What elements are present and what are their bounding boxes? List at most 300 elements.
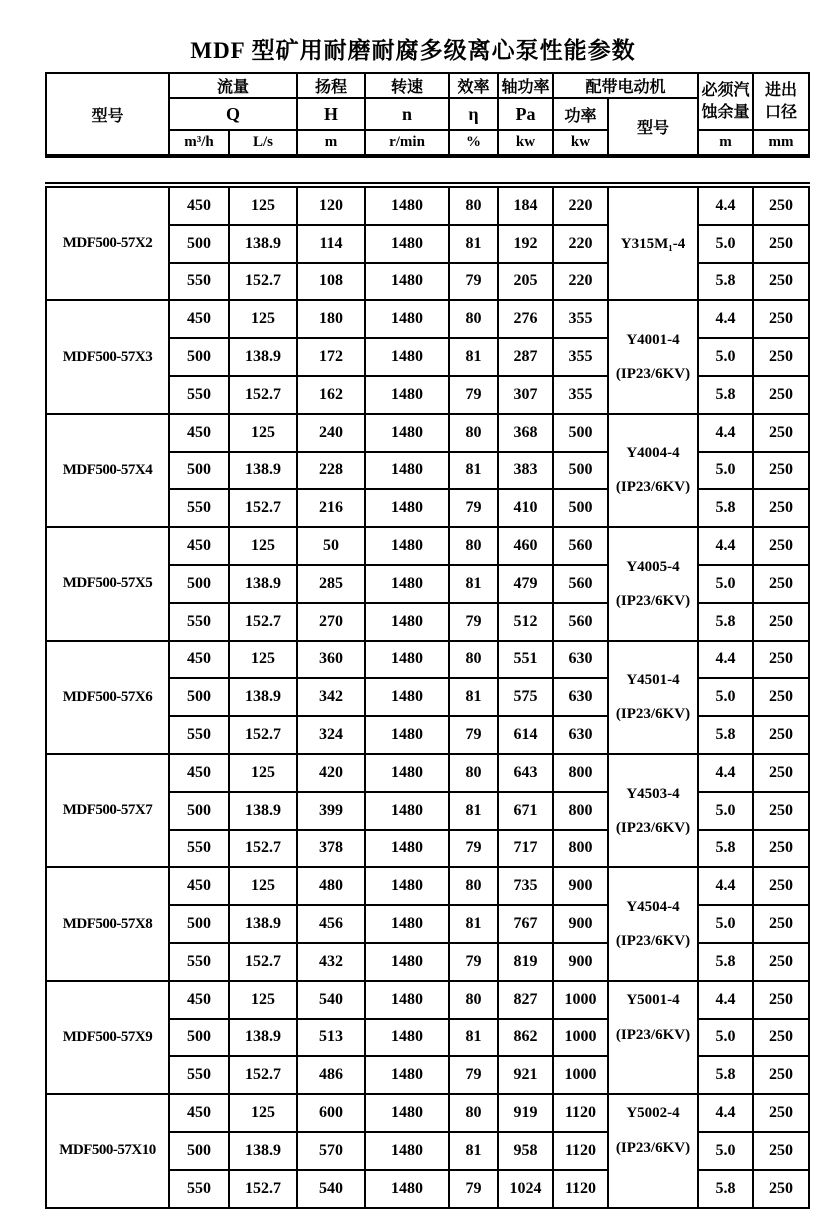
cell-flow-m3h: 500 [169, 452, 229, 490]
cell-flow-m3h: 450 [169, 754, 229, 792]
cell-port: 250 [753, 641, 809, 679]
header-port-line1: 进出 [765, 81, 798, 99]
cell-speed: 1480 [365, 414, 449, 452]
cell-port: 250 [753, 1019, 809, 1057]
header-port-unit: mm [753, 130, 809, 156]
table-row [46, 1094, 809, 1132]
cell-npsh: 4.4 [698, 300, 753, 338]
cell-motor-power: 220 [553, 225, 608, 263]
cell-shaft-power: 1024 [498, 1170, 553, 1208]
cell-speed: 1480 [365, 867, 449, 905]
cell-flow-ls: 138.9 [229, 1132, 297, 1170]
cell-npsh: 5.0 [698, 452, 753, 490]
cell-motor-power: 355 [553, 338, 608, 376]
cell-port: 250 [753, 263, 809, 301]
cell-head: 342 [297, 678, 365, 716]
cell-flow-ls: 138.9 [229, 565, 297, 603]
cell-npsh: 5.8 [698, 1170, 753, 1208]
cell-port: 250 [753, 452, 809, 490]
cell-efficiency: 81 [449, 225, 498, 263]
cell-speed: 1480 [365, 792, 449, 830]
cell-port: 250 [753, 527, 809, 565]
cell-speed: 1480 [365, 376, 449, 414]
cell-efficiency: 80 [449, 981, 498, 1019]
cell-efficiency: 80 [449, 867, 498, 905]
motor-model-cell [608, 300, 698, 413]
header-shaft-power-symbol: Pa [498, 98, 553, 130]
cell-flow-m3h: 550 [169, 830, 229, 868]
cell-npsh: 5.0 [698, 792, 753, 830]
cell-flow-m3h: 450 [169, 641, 229, 679]
cell-npsh: 5.8 [698, 489, 753, 527]
cell-speed: 1480 [365, 225, 449, 263]
cell-motor-power: 355 [553, 376, 608, 414]
cell-shaft-power: 460 [498, 527, 553, 565]
cell-efficiency: 79 [449, 716, 498, 754]
motor-model-line: Y4503-4 [626, 785, 680, 802]
cell-head: 540 [297, 981, 365, 1019]
cell-port: 250 [753, 185, 809, 225]
header-speed-unit: r/min [365, 130, 449, 156]
cell-motor-power: 800 [553, 754, 608, 792]
cell-head: 420 [297, 754, 365, 792]
cell-port: 250 [753, 867, 809, 905]
cell-motor-power: 220 [553, 185, 608, 225]
cell-shaft-power: 614 [498, 716, 553, 754]
cell-head: 513 [297, 1019, 365, 1057]
cell-flow-ls: 138.9 [229, 338, 297, 376]
cell-efficiency: 79 [449, 1170, 498, 1208]
cell-flow-m3h: 450 [169, 867, 229, 905]
cell-efficiency: 80 [449, 527, 498, 565]
cell-shaft-power: 479 [498, 565, 553, 603]
cell-flow-ls: 152.7 [229, 489, 297, 527]
cell-efficiency: 81 [449, 452, 498, 490]
cell-efficiency: 81 [449, 1132, 498, 1170]
motor-model-line: (IP23/6KV) [615, 479, 691, 496]
motor-model-cell [608, 1094, 698, 1207]
cell-head: 120 [297, 185, 365, 225]
motor-model-line: Y4001-4 [626, 332, 680, 349]
motor-model-line: (IP23/6KV) [615, 366, 691, 383]
cell-flow-m3h: 500 [169, 565, 229, 603]
cell-port: 250 [753, 1094, 809, 1132]
cell-npsh: 4.4 [698, 981, 753, 1019]
header-port-line2: 口径 [765, 103, 798, 121]
cell-speed: 1480 [365, 716, 449, 754]
cell-flow-ls: 125 [229, 300, 297, 338]
cell-shaft-power: 671 [498, 792, 553, 830]
cell-flow-m3h: 450 [169, 414, 229, 452]
cell-flow-m3h: 500 [169, 225, 229, 263]
body-rows [46, 185, 809, 1208]
cell-speed: 1480 [365, 527, 449, 565]
cell-flow-ls: 152.7 [229, 603, 297, 641]
cell-flow-ls: 138.9 [229, 905, 297, 943]
cell-speed: 1480 [365, 1056, 449, 1094]
cell-flow-m3h: 550 [169, 1056, 229, 1094]
cell-npsh: 5.8 [698, 603, 753, 641]
cell-flow-ls: 125 [229, 414, 297, 452]
header-pump-model: 型号 [46, 73, 169, 156]
header-speed: 转速 [365, 73, 449, 98]
cell-flow-m3h: 550 [169, 1170, 229, 1208]
cell-motor-power: 630 [553, 716, 608, 754]
cell-efficiency: 80 [449, 1094, 498, 1132]
cell-npsh: 5.8 [698, 830, 753, 868]
cell-motor-power: 630 [553, 678, 608, 716]
cell-efficiency: 79 [449, 943, 498, 981]
cell-flow-ls: 138.9 [229, 1019, 297, 1057]
cell-npsh: 5.8 [698, 1056, 753, 1094]
table-row [46, 527, 809, 565]
cell-flow-ls: 152.7 [229, 376, 297, 414]
motor-model-cell [608, 185, 698, 300]
header-npsh-line2: 蚀余量 [701, 103, 750, 121]
cell-shaft-power: 919 [498, 1094, 553, 1132]
cell-head: 180 [297, 300, 365, 338]
cell-shaft-power: 862 [498, 1019, 553, 1057]
cell-head: 378 [297, 830, 365, 868]
cell-shaft-power: 276 [498, 300, 553, 338]
cell-flow-ls: 152.7 [229, 1170, 297, 1208]
cell-efficiency: 81 [449, 905, 498, 943]
cell-efficiency: 80 [449, 641, 498, 679]
cell-motor-power: 1000 [553, 981, 608, 1019]
motor-model-line: (IP23/6KV) [615, 1026, 691, 1043]
cell-flow-m3h: 550 [169, 263, 229, 301]
cell-flow-m3h: 500 [169, 678, 229, 716]
cell-shaft-power: 287 [498, 338, 553, 376]
header-flow-symbol: Q [169, 98, 297, 130]
cell-port: 250 [753, 565, 809, 603]
pump-model-cell: MDF500-57X4 [46, 414, 169, 527]
cell-npsh: 5.8 [698, 376, 753, 414]
cell-head: 600 [297, 1094, 365, 1132]
cell-motor-power: 220 [553, 263, 608, 301]
cell-motor-power: 560 [553, 565, 608, 603]
header-efficiency-unit: % [449, 130, 498, 156]
cell-efficiency: 79 [449, 603, 498, 641]
cell-flow-ls: 138.9 [229, 792, 297, 830]
cell-motor-power: 560 [553, 603, 608, 641]
cell-flow-ls: 125 [229, 527, 297, 565]
motor-model-cell [608, 641, 698, 754]
page-title: MDF 型矿用耐磨耐腐多级离心泵性能参数 [190, 38, 636, 63]
pump-model-cell: MDF500-57X6 [46, 641, 169, 754]
cell-npsh: 4.4 [698, 641, 753, 679]
cell-shaft-power: 184 [498, 185, 553, 225]
cell-head: 108 [297, 263, 365, 301]
motor-model-line: Y4501-4 [626, 672, 680, 689]
motor-model-cell [608, 981, 698, 1094]
cell-flow-ls: 138.9 [229, 452, 297, 490]
cell-motor-power: 900 [553, 905, 608, 943]
cell-efficiency: 80 [449, 754, 498, 792]
cell-port: 250 [753, 905, 809, 943]
cell-head: 399 [297, 792, 365, 830]
cell-port: 250 [753, 1170, 809, 1208]
header-shaft-power-unit: kw [498, 130, 553, 156]
cell-head: 114 [297, 225, 365, 263]
header-motor-model: 型号 [608, 98, 698, 156]
header-motor-power: 功率 [553, 98, 608, 130]
cell-efficiency: 79 [449, 830, 498, 868]
header-table [45, 72, 810, 158]
cell-npsh: 5.0 [698, 565, 753, 603]
pump-model-cell: MDF500-57X5 [46, 527, 169, 640]
cell-efficiency: 81 [449, 338, 498, 376]
cell-shaft-power: 735 [498, 867, 553, 905]
cell-npsh: 4.4 [698, 185, 753, 225]
cell-efficiency: 80 [449, 185, 498, 225]
cell-shaft-power: 575 [498, 678, 553, 716]
cell-flow-m3h: 500 [169, 338, 229, 376]
cell-shaft-power: 192 [498, 225, 553, 263]
cell-motor-power: 1000 [553, 1019, 608, 1057]
cell-npsh: 4.4 [698, 754, 753, 792]
cell-speed: 1480 [365, 981, 449, 1019]
cell-flow-m3h: 450 [169, 981, 229, 1019]
cell-flow-m3h: 450 [169, 185, 229, 225]
header-motor: 配带电动机 [553, 73, 698, 98]
cell-npsh: 4.4 [698, 527, 753, 565]
cell-shaft-power: 827 [498, 981, 553, 1019]
cell-shaft-power: 410 [498, 489, 553, 527]
cell-head: 324 [297, 716, 365, 754]
header-shaft-power: 轴功率 [498, 73, 553, 98]
cell-head: 228 [297, 452, 365, 490]
cell-shaft-power: 551 [498, 641, 553, 679]
table-row [46, 981, 809, 1019]
cell-shaft-power: 921 [498, 1056, 553, 1094]
motor-model-cell [608, 414, 698, 527]
cell-motor-power: 800 [553, 830, 608, 868]
cell-speed: 1480 [365, 489, 449, 527]
cell-motor-power: 355 [553, 300, 608, 338]
cell-speed: 1480 [365, 678, 449, 716]
cell-npsh: 5.8 [698, 263, 753, 301]
cell-port: 250 [753, 981, 809, 1019]
cell-motor-power: 1120 [553, 1132, 608, 1170]
cell-shaft-power: 767 [498, 905, 553, 943]
header-motor-power-unit: kw [553, 130, 608, 156]
cell-flow-ls: 125 [229, 185, 297, 225]
cell-npsh: 4.4 [698, 414, 753, 452]
cell-head: 270 [297, 603, 365, 641]
header-speed-symbol: n [365, 98, 449, 130]
cell-flow-m3h: 500 [169, 1132, 229, 1170]
header-npsh-line1: 必须汽 [701, 81, 750, 99]
motor-model-cell [608, 867, 698, 980]
cell-head: 240 [297, 414, 365, 452]
cell-speed: 1480 [365, 830, 449, 868]
cell-speed: 1480 [365, 603, 449, 641]
cell-speed: 1480 [365, 565, 449, 603]
cell-flow-m3h: 500 [169, 1019, 229, 1057]
cell-flow-ls: 152.7 [229, 263, 297, 301]
cell-port: 250 [753, 792, 809, 830]
cell-speed: 1480 [365, 905, 449, 943]
cell-speed: 1480 [365, 452, 449, 490]
cell-speed: 1480 [365, 1019, 449, 1057]
cell-efficiency: 81 [449, 565, 498, 603]
table-container [45, 72, 808, 1209]
table-row [46, 867, 809, 905]
cell-port: 250 [753, 603, 809, 641]
header-head-symbol: H [297, 98, 365, 130]
cell-head: 172 [297, 338, 365, 376]
cell-npsh: 5.8 [698, 943, 753, 981]
cell-port: 250 [753, 225, 809, 263]
cell-flow-m3h: 550 [169, 943, 229, 981]
cell-efficiency: 79 [449, 489, 498, 527]
cell-npsh: 4.4 [698, 867, 753, 905]
motor-model-line: Y4005-4 [626, 558, 680, 575]
cell-motor-power: 1120 [553, 1094, 608, 1132]
cell-motor-power: 500 [553, 489, 608, 527]
cell-flow-ls: 125 [229, 867, 297, 905]
motor-model-line: (IP23/6KV) [615, 706, 691, 723]
cell-flow-m3h: 500 [169, 792, 229, 830]
cell-motor-power: 1000 [553, 1056, 608, 1094]
cell-shaft-power: 368 [498, 414, 553, 452]
cell-head: 570 [297, 1132, 365, 1170]
cell-port: 250 [753, 1132, 809, 1170]
header-port [753, 73, 809, 130]
cell-efficiency: 81 [449, 1019, 498, 1057]
cell-port: 250 [753, 414, 809, 452]
motor-model-line: Y4504-4 [626, 899, 680, 916]
cell-motor-power: 900 [553, 943, 608, 981]
cell-efficiency: 79 [449, 263, 498, 301]
cell-motor-power: 800 [553, 792, 608, 830]
cell-head: 162 [297, 376, 365, 414]
cell-shaft-power: 512 [498, 603, 553, 641]
header-head-unit: m [297, 130, 365, 156]
cell-flow-ls: 125 [229, 981, 297, 1019]
cell-port: 250 [753, 338, 809, 376]
cell-flow-m3h: 550 [169, 489, 229, 527]
table-row [46, 641, 809, 679]
cell-npsh: 4.4 [698, 1094, 753, 1132]
cell-shaft-power: 643 [498, 754, 553, 792]
cell-speed: 1480 [365, 943, 449, 981]
motor-model-line: (IP23/6KV) [615, 933, 691, 950]
cell-port: 250 [753, 716, 809, 754]
cell-flow-m3h: 550 [169, 376, 229, 414]
cell-shaft-power: 307 [498, 376, 553, 414]
cell-speed: 1480 [365, 1170, 449, 1208]
cell-shaft-power: 819 [498, 943, 553, 981]
cell-npsh: 5.0 [698, 905, 753, 943]
cell-npsh: 5.0 [698, 225, 753, 263]
cell-motor-power: 500 [553, 414, 608, 452]
cell-speed: 1480 [365, 754, 449, 792]
cell-motor-power: 500 [553, 452, 608, 490]
cell-speed: 1480 [365, 338, 449, 376]
motor-model-cell [608, 527, 698, 640]
motor-model-line: (IP23/6KV) [615, 1140, 691, 1157]
pump-model-cell: MDF500-57X7 [46, 754, 169, 867]
cell-flow-ls: 152.7 [229, 716, 297, 754]
cell-flow-m3h: 450 [169, 300, 229, 338]
cell-port: 250 [753, 678, 809, 716]
cell-npsh: 5.8 [698, 716, 753, 754]
cell-motor-power: 900 [553, 867, 608, 905]
cell-motor-power: 1120 [553, 1170, 608, 1208]
motor-model-line: Y5001-4 [626, 991, 680, 1008]
cell-flow-ls: 138.9 [229, 678, 297, 716]
cell-flow-ls: 152.7 [229, 943, 297, 981]
header-flow-unit-m3h: m³/h [169, 130, 229, 156]
table-row [46, 754, 809, 792]
cell-efficiency: 80 [449, 300, 498, 338]
cell-speed: 1480 [365, 1094, 449, 1132]
table-row [46, 185, 809, 225]
motor-model-line: Y5002-4 [626, 1105, 680, 1122]
motor-model-line: (IP23/6KV) [615, 819, 691, 836]
cell-npsh: 5.0 [698, 1132, 753, 1170]
cell-head: 360 [297, 641, 365, 679]
cell-speed: 1480 [365, 1132, 449, 1170]
cell-efficiency: 79 [449, 376, 498, 414]
pump-model-cell: MDF500-57X2 [46, 185, 169, 300]
cell-port: 250 [753, 1056, 809, 1094]
cell-speed: 1480 [365, 300, 449, 338]
pump-model-cell: MDF500-57X9 [46, 981, 169, 1094]
header-efficiency: 效率 [449, 73, 498, 98]
body-table [45, 182, 810, 1209]
motor-model-line: (IP23/6KV) [615, 592, 691, 609]
cell-flow-ls: 125 [229, 1094, 297, 1132]
cell-flow-m3h: 500 [169, 905, 229, 943]
cell-head: 480 [297, 867, 365, 905]
cell-speed: 1480 [365, 185, 449, 225]
motor-model-line: Y315M₁-4 [620, 235, 686, 252]
cell-efficiency: 81 [449, 678, 498, 716]
cell-efficiency: 79 [449, 1056, 498, 1094]
cell-flow-ls: 138.9 [229, 225, 297, 263]
cell-speed: 1480 [365, 641, 449, 679]
motor-model-cell [608, 754, 698, 867]
cell-flow-m3h: 450 [169, 527, 229, 565]
pump-model-cell: MDF500-57X3 [46, 300, 169, 413]
header-flow-unit-ls: L/s [229, 130, 297, 156]
cell-shaft-power: 205 [498, 263, 553, 301]
cell-shaft-power: 383 [498, 452, 553, 490]
cell-head: 456 [297, 905, 365, 943]
cell-flow-ls: 125 [229, 754, 297, 792]
cell-head: 540 [297, 1170, 365, 1208]
cell-head: 285 [297, 565, 365, 603]
cell-npsh: 5.0 [698, 338, 753, 376]
cell-motor-power: 560 [553, 527, 608, 565]
header-efficiency-symbol: η [449, 98, 498, 130]
cell-npsh: 5.0 [698, 1019, 753, 1057]
header-npsh [698, 73, 753, 130]
header-head: 扬程 [297, 73, 365, 98]
cell-efficiency: 80 [449, 414, 498, 452]
header-npsh-unit: m [698, 130, 753, 156]
cell-head: 432 [297, 943, 365, 981]
cell-flow-ls: 152.7 [229, 830, 297, 868]
pump-model-cell: MDF500-57X10 [46, 1094, 169, 1207]
cell-motor-power: 630 [553, 641, 608, 679]
cell-npsh: 5.0 [698, 678, 753, 716]
cell-port: 250 [753, 489, 809, 527]
cell-shaft-power: 958 [498, 1132, 553, 1170]
